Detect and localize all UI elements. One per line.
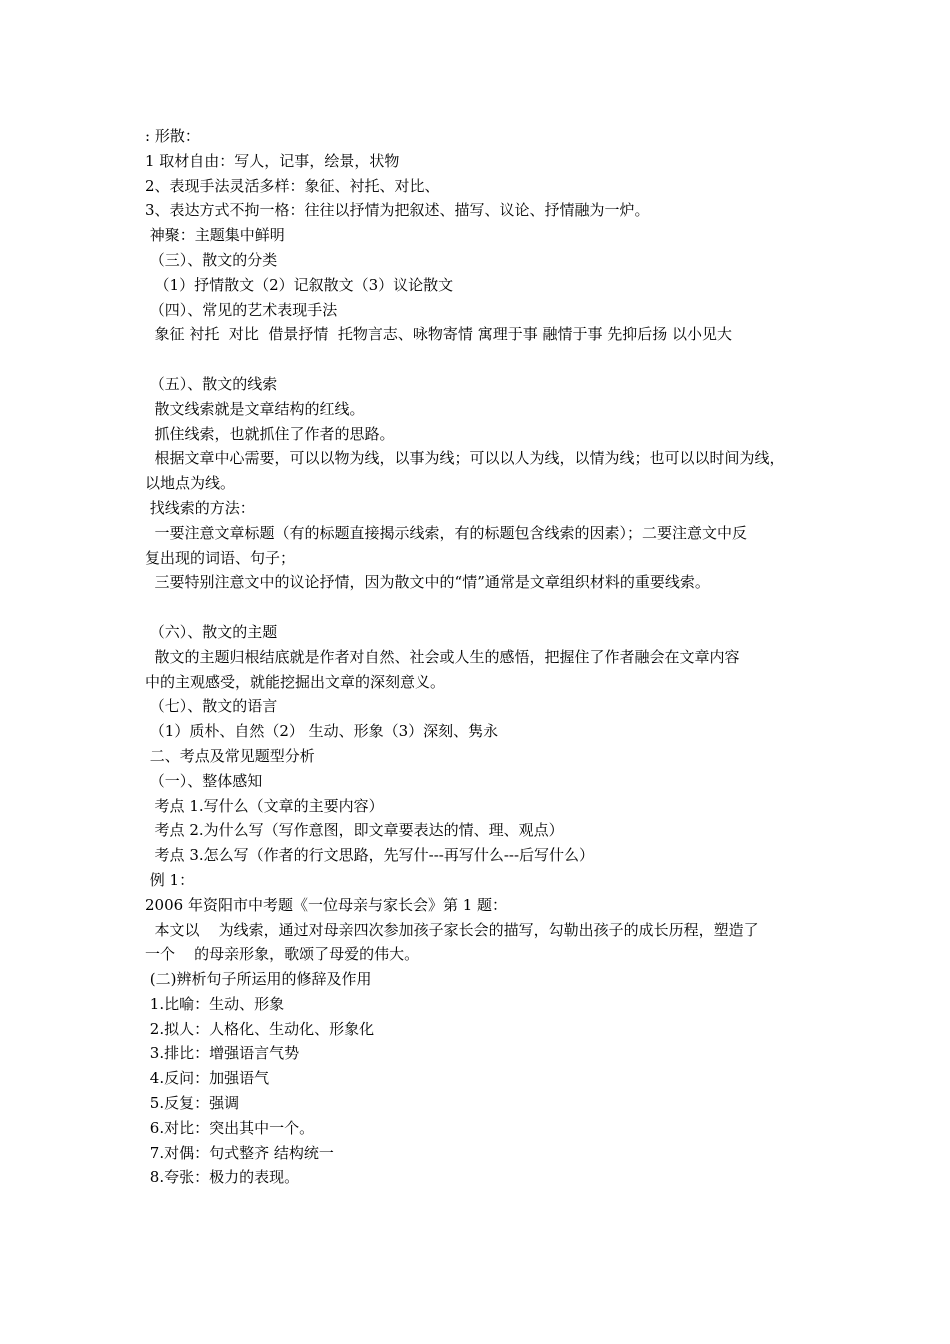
text-line: （四）、常见的艺术表现手法 — [145, 300, 338, 319]
blank-line — [145, 347, 815, 372]
blank-line — [145, 595, 815, 620]
text-line: 6.对比：突出其中一个。 — [145, 1118, 315, 1137]
text-line: 4.反问：加强语气 — [145, 1069, 270, 1088]
text-line: 一要注意文章标题（有的标题直接揭示线索，有的标题包含线索的因素）；二要注意文中反 — [145, 523, 748, 542]
text-line: 象征 衬托 对比 借景抒情 托物言志、咏物寄情 寓理于事 融情于事 先抑后扬 以小见大 — [145, 325, 732, 344]
text-line: 3.排比：增强语言气势 — [145, 1044, 300, 1063]
text-line: （一）、整体感知 — [145, 771, 263, 790]
text-line: 中的主观感受，就能挖掘出文章的深刻意义。 — [145, 672, 446, 691]
text-line: 2006 年资阳市中考题《一位母亲与家长会》第 1 题： — [145, 895, 508, 914]
text-line: 抓住线索，也就抓住了作者的思路。 — [145, 424, 395, 443]
text-line: （五）、散文的线索 — [145, 374, 278, 393]
text-line: 考点 3.怎么写（作者的行文思路，先写什---再写什么---后写什么） — [145, 846, 595, 865]
text-line: 三要特别注意文中的议论抒情，因为散文中的“情”通常是文章组织材料的重要线索。 — [145, 573, 710, 592]
text-line: （六）、散文的主题 — [145, 622, 278, 641]
text-line: 以地点为线。 — [145, 474, 236, 493]
text-line: : 形散： — [145, 127, 200, 145]
text-line: 考点 2.为什么写（写作意图，即文章要表达的情、理、观点） — [145, 821, 564, 840]
text-line: 例 1： — [145, 870, 195, 889]
text-line: 神聚：主题集中鲜明 — [145, 226, 285, 245]
text-line: （1）质朴、自然（2） 生动、形象（3）深刻、隽永 — [145, 722, 499, 741]
text-line: 2、表现手法灵活多样：象征、衬托、对比、 — [145, 176, 440, 195]
text-line: 复出现的词语、句子； — [145, 548, 296, 567]
text-line: 找线索的方法： — [145, 498, 255, 517]
text-line: 散文的主题归根结底就是作者对自然、社会或人生的感悟，把握住了作者融会在文章内容 — [145, 647, 740, 666]
text-line: 根据文章中心需要，可以以物为线，以事为线；可以以人为线，以情为线；也可以以时间为线， — [145, 449, 785, 468]
text-line: 3、表达方式不拘一格：往往以抒情为把叙述、描写、议论、抒情融为一炉。 — [145, 201, 650, 220]
text-line: 1 取材自由：写人，记事，绘景，状物 — [145, 151, 400, 170]
text-line: 散文线索就是文章结构的红线。 — [145, 399, 365, 418]
text-line: 5.反复：强调 — [145, 1094, 240, 1113]
text-line: 7.对偶：句式整齐 结构统一 — [145, 1143, 334, 1162]
text-line: 本文以 为线索，通过对母亲四次参加孩子家长会的描写，勾勒出孩子的成长历程，塑造了 — [145, 920, 759, 939]
text-line: 一个 的母亲形象，歌颂了母爱的伟大。 — [145, 945, 420, 964]
text-line: （三）、散文的分类 — [145, 250, 278, 269]
text-line: (二)辨析句子所运用的修辞及作用 — [145, 970, 372, 989]
text-line: 8.夸张：极力的表现。 — [145, 1168, 300, 1187]
text-line: 2.拟人：人格化、生动化、形象化 — [145, 1019, 375, 1038]
text-line: （七）、散文的语言 — [145, 697, 278, 716]
text-line: （1）抒情散文（2）记叙散文（3）议论散文 — [145, 275, 454, 294]
text-line: 考点 1.写什么（文章的主要内容） — [145, 796, 384, 815]
text-line: 1.比喻：生动、形象 — [145, 994, 285, 1013]
document-body — [145, 124, 815, 1190]
text-line: 二、考点及常见题型分析 — [145, 746, 315, 765]
